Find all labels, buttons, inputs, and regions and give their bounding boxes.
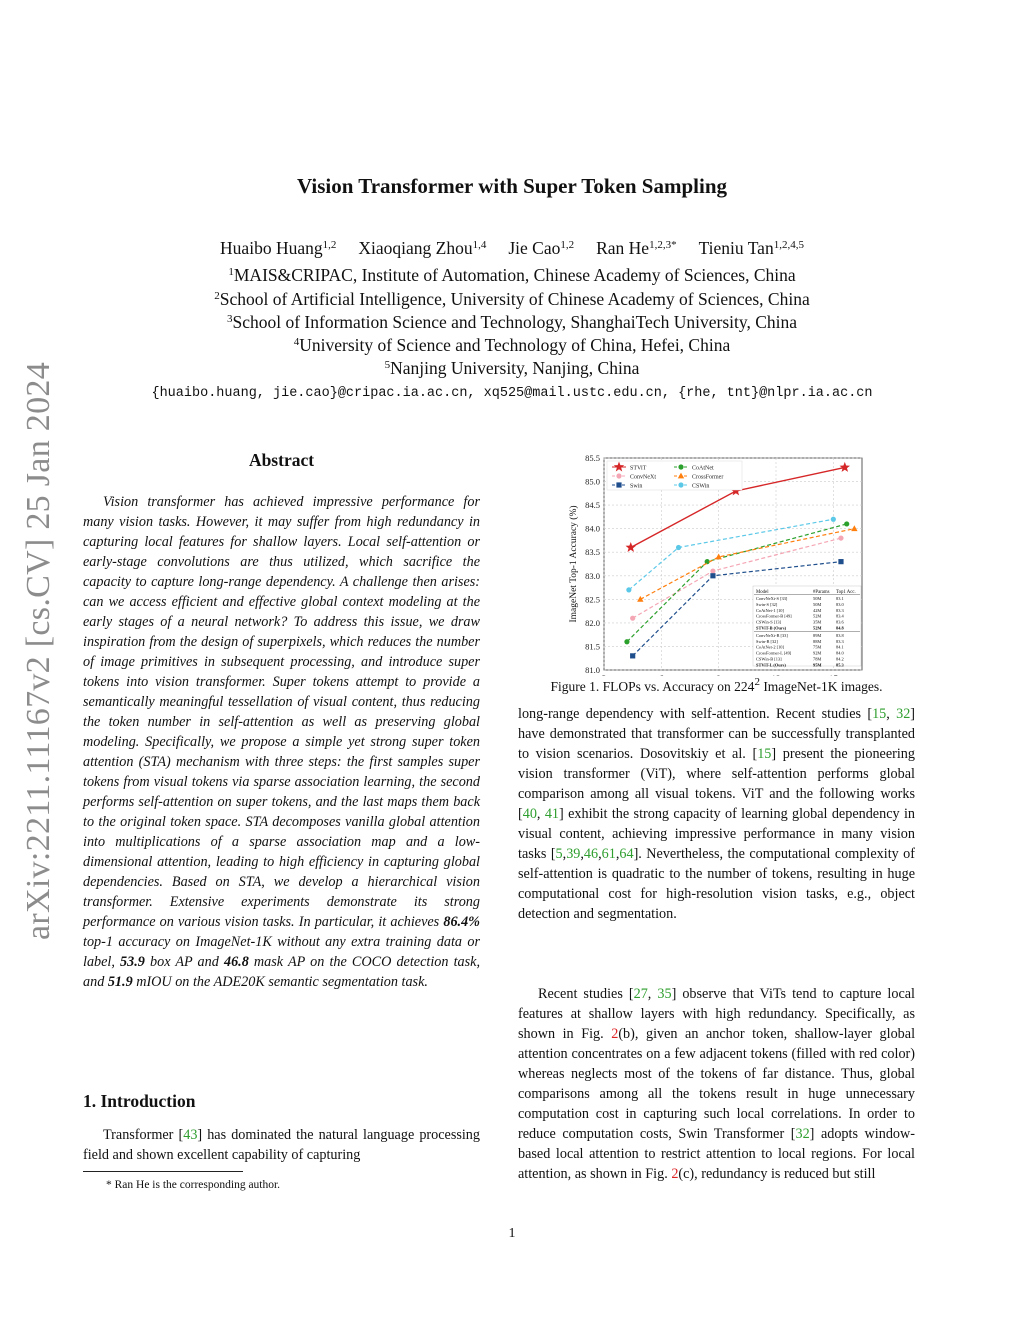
author-name: Huaibo Huang$^{1,2}$ — [220, 238, 337, 258]
legend-marker — [616, 473, 621, 478]
inset-table-header: Top1 Acc. — [836, 589, 856, 595]
data-point — [838, 535, 843, 540]
x-tick-label — [829, 675, 839, 676]
data-point — [624, 639, 629, 644]
author-list — [0, 238, 1024, 259]
data-point — [831, 517, 836, 522]
data-point — [676, 545, 681, 550]
inset-table-cell: 88M — [813, 638, 822, 644]
author-affil-sup: 1,2,3* — [649, 239, 677, 251]
author-affil-sup: 1,2 — [322, 239, 337, 251]
abstract-heading: Abstract — [248, 450, 315, 470]
y-tick-label: 84.0 — [585, 523, 600, 534]
author-affil-sup: 1,2 — [560, 239, 575, 251]
footnote-rule — [83, 1171, 243, 1172]
inset-table-cell: Swin-B [32] — [756, 638, 778, 644]
inset-table-cell: 83.8 — [836, 632, 844, 638]
page-number: 1 — [508, 1226, 516, 1241]
paper-title: Vision Transformer with Super Token Sampling — [296, 174, 728, 198]
inset-table-cell: 89M — [813, 632, 822, 638]
inset-table-cell: 85.3 — [836, 662, 844, 668]
footnote: * Ran He is the corresponding author. — [106, 1179, 281, 1191]
inset-table-cell: 83.0 — [836, 601, 844, 607]
legend-label: CrossFormer — [692, 474, 724, 481]
legend-label: Swin — [630, 483, 643, 490]
x-tick-label — [771, 675, 781, 676]
citation-link[interactable]: 27 — [633, 986, 648, 1002]
inset-table-cell: 84.2 — [836, 656, 844, 662]
intro-paragraph-right-2: Recent studies [27, 35] observe that ViTs tend to capture local features at shallow layers with high redundancy. Specifically, as shown in Fig. 2(b), given an anchor token, shallow-layer global attention concentrates on a few adjacent tokens (filled with red color) whereas neglects most of the tokens of far distance. Thus, global comparisons among all the tokens result in huge unnecessary computation cost in capturing such local correlations. In order to reduce computation costs, Swin Transformer [32] adopts window-based local attention to restrict attention to local regions. For local attention, as shown in Fig. 2(c), redundancy is reduced but still — [518, 986, 916, 1182]
data-point — [710, 573, 715, 578]
author-name: Tieniu Tan$^{1,2,4,5}$ — [698, 238, 804, 258]
inset-table-cell: 83.4 — [836, 613, 844, 619]
inset-table-cell: 50M — [813, 596, 822, 601]
author-emails: {huaibo.huang, jie.cao}@cripac.ia.ac.cn, xq525@mail.ustc.edu.cn, {rhe, tnt}@nlpr.ia.ac.cn — [151, 386, 873, 401]
citation-link[interactable]: 15 — [872, 706, 887, 722]
figure-1-caption: Figure 1. FLOPs vs. Accuracy on $224^2$ ImageNet-1K images. — [550, 676, 883, 694]
affiliation-line: $^3$School of Information Science and Technology, ShanghaiTech University, China — [226, 312, 798, 332]
citation-link[interactable]: 32 — [896, 706, 911, 722]
y-tick-label: 83.0 — [585, 570, 600, 581]
citation-link[interactable]: 39 — [566, 846, 581, 862]
citation-link[interactable]: 40 — [522, 806, 537, 822]
legend-label: STViT — [630, 465, 647, 472]
legend-label: ConvNeXt — [630, 474, 656, 481]
inset-table-cell: ConvNeXt-S [33] — [756, 596, 788, 601]
y-axis-label: ImageNet Top-1 Accuracy (%) — [569, 505, 579, 623]
figure-ref-link[interactable]: 2 — [671, 1166, 679, 1182]
inset-table — [753, 586, 861, 667]
data-point — [626, 587, 631, 592]
citation-link[interactable]: 15 — [757, 746, 772, 762]
data-point — [844, 521, 849, 526]
citation-link[interactable]: 41 — [544, 806, 560, 822]
figure-ref-link[interactable]: 2 — [611, 1026, 619, 1042]
legend-marker — [678, 464, 683, 469]
y-tick-label: 85.0 — [585, 476, 600, 487]
citation-link[interactable]: 32 — [795, 1126, 810, 1142]
citation-link[interactable]: 64 — [619, 846, 634, 862]
x-tick-label — [602, 675, 607, 676]
citation-link[interactable]: 61 — [601, 846, 616, 862]
inset-table-cell: 35M — [813, 619, 822, 625]
inset-table-header: Model — [756, 589, 769, 595]
author-name: Ran $He^{1,2,3*}$ — [596, 238, 677, 258]
inset-table-cell: STViT-B (Ours) — [756, 625, 787, 631]
inset-table-cell: CoAtNet-2 [10] — [756, 644, 784, 650]
inset-table-cell: 50M — [813, 601, 822, 607]
citation-link[interactable]: 43 — [183, 1127, 198, 1143]
inset-table-cell: 83.6 — [836, 619, 844, 625]
y-tick-label: 84.5 — [585, 500, 600, 511]
x-tick-label — [716, 675, 721, 676]
inset-table-cell: ConvNeXt-B [33] — [756, 632, 788, 638]
inset-table-cell: CSWin-B [13] — [756, 656, 782, 662]
author-affil-sup: 1,4 — [472, 239, 487, 251]
affiliation-line: $^2$School of Artificial Intelligence, University of Chinese Academy of Sciences, China — [214, 289, 810, 309]
y-tick-label: 83.5 — [585, 547, 600, 558]
inset-table-cell: 75M — [813, 644, 822, 650]
abstract-body: Vision transformer has achieved impressive performance for many vision tasks. However, it may suffer from high redundancy in capturing local features for shallow layers. Local self-attention or early-stage convolutions are thus utilized, which sacrifice the capacity to capture long-range dependency. A challenge then arises: can we access efficient and effective global context modeling at the early stages of a neural network? To address this issue, we draw inspiration from the design of superpixels, which reduces the number of image primitives in subsequent processing, and introduce super tokens into vision transformer. Super tokens attempt to provide a semantically meaningful tessellation of visual content, thus reducing the token number in self-attention as well as preserving global modeling. Specifically, we propose a simple yet strong super token attention (STA) mechanism with three steps: the first samples super tokens from visual tokens via sparse association learning, the second performs self-attention on super tokens, and the last maps them back to the original token space. STA decomposes vanilla global attention into multiplications of a sparse association map and a low-dimensional attention, leading to high efficiency in capturing global dependencies. Based on STA, we develop a hierarchical vision transformer. Extensive experiments demonstrate its strong performance on various vision tasks. In particular, it achieves 86.4% top-1 accuracy on ImageNet-1K without any extra training data or label, 53.9 box AP and 46.8 mask AP on the COCO detection task, and 51.9 mIOU on the ADE20K semantic segmentation task. — [83, 494, 480, 990]
inset-table-cell: Swin-S [32] — [756, 601, 778, 607]
citation-link[interactable]: 35 — [657, 986, 672, 1002]
inset-table-cell: 92M — [813, 650, 822, 656]
inset-table-cell: 42M — [813, 607, 822, 613]
legend-marker — [678, 482, 683, 487]
y-tick-label: 82.5 — [585, 594, 600, 605]
chart-legend — [607, 461, 742, 490]
data-point — [710, 568, 715, 573]
inset-table-cell: 84.1 — [836, 644, 844, 650]
inset-table-cell: CrossFormer-B [49] — [756, 613, 792, 619]
data-point — [630, 653, 635, 658]
arxiv-stamp: arXiv:2211.11167v2 [cs.CV] 25 Jan 2024 — [20, 362, 57, 940]
data-point — [838, 559, 843, 564]
inset-table-cell: 84.8 — [836, 625, 844, 631]
y-tick-label: 82.0 — [585, 617, 600, 628]
inset-table-cell: 95M — [813, 662, 822, 668]
inset-table-cell: STViT-L (Ours) — [756, 662, 786, 668]
affiliation-line: $^1$MAIS&CRIPAC, Institute of Automation, Chinese Academy of Sciences, China — [228, 265, 796, 285]
intro-paragraph-right-1: long-range dependency with self-attention. Recent studies [15, 32] have demonstrated that transformer can be successfully transplanted to vision scenarios. Dosovitskiy et al. [15] present the pioneering vision transformer (ViT), where self-attention performs global comparison among all visual tokens. ViT and the following works [40, 41] exhibit the strong capacity of learning global dependency in visual content, achieving impressive performance in many vision tasks [5,39,46,61,64]. Nevertheless, the computational complexity of self-attention is quadratic to the number of tokens, resulting in huge computational cost for high-resolution vision tasks, e.g., object detection and segmentation. — [518, 706, 916, 922]
inset-table-cell: CrossFormer-L [49] — [756, 650, 792, 656]
citation-link[interactable]: 5 — [555, 846, 563, 862]
inset-table-header: #Params — [813, 589, 830, 595]
y-tick-label: 81.0 — [585, 665, 600, 675]
legend-marker — [616, 482, 621, 487]
inset-table-cell: 83.1 — [836, 596, 844, 601]
affiliation-line: $^4$University of Science and Technology of China, Hefei, China — [293, 335, 731, 355]
inset-table-cell: 83.3 — [836, 607, 844, 613]
inset-table-cell: 52M — [813, 613, 822, 619]
inset-table-cell: 78M — [813, 656, 822, 662]
intro-paragraph: Transformer [43] has dominated the natural language processing field and shown excellent capability of capturing — [83, 1127, 480, 1163]
inset-table-cell: 83.3 — [836, 638, 844, 644]
author-affil-sup: 1,2,4,5 — [773, 239, 804, 251]
legend-label: CSWin — [692, 483, 710, 490]
data-point — [630, 616, 635, 621]
author-name: Xiaoqiang Zhou$^{1,4}$ — [358, 238, 487, 258]
affiliation-line: $^5$Nanjing University, Nanjing, China — [384, 358, 640, 378]
y-tick-label: 85.5 — [585, 453, 600, 463]
inset-table-cell: 52M — [813, 625, 822, 631]
x-tick-label — [659, 675, 664, 676]
section-heading-introduction: 1. Introduction — [83, 1091, 196, 1111]
inset-table-cell: 84.0 — [836, 650, 844, 656]
inset-table-cell: CoAtNet-1 [10] — [756, 607, 784, 613]
citation-link[interactable]: 46 — [583, 846, 599, 862]
legend-label: CoAtNet — [692, 465, 714, 472]
author-name: Jie Cao$^{1,2}$ — [508, 238, 575, 258]
inset-table-cell: CSWin-S [13] — [756, 619, 782, 625]
y-tick-label: 81.5 — [585, 641, 600, 652]
figure-1-chart — [566, 451, 884, 676]
